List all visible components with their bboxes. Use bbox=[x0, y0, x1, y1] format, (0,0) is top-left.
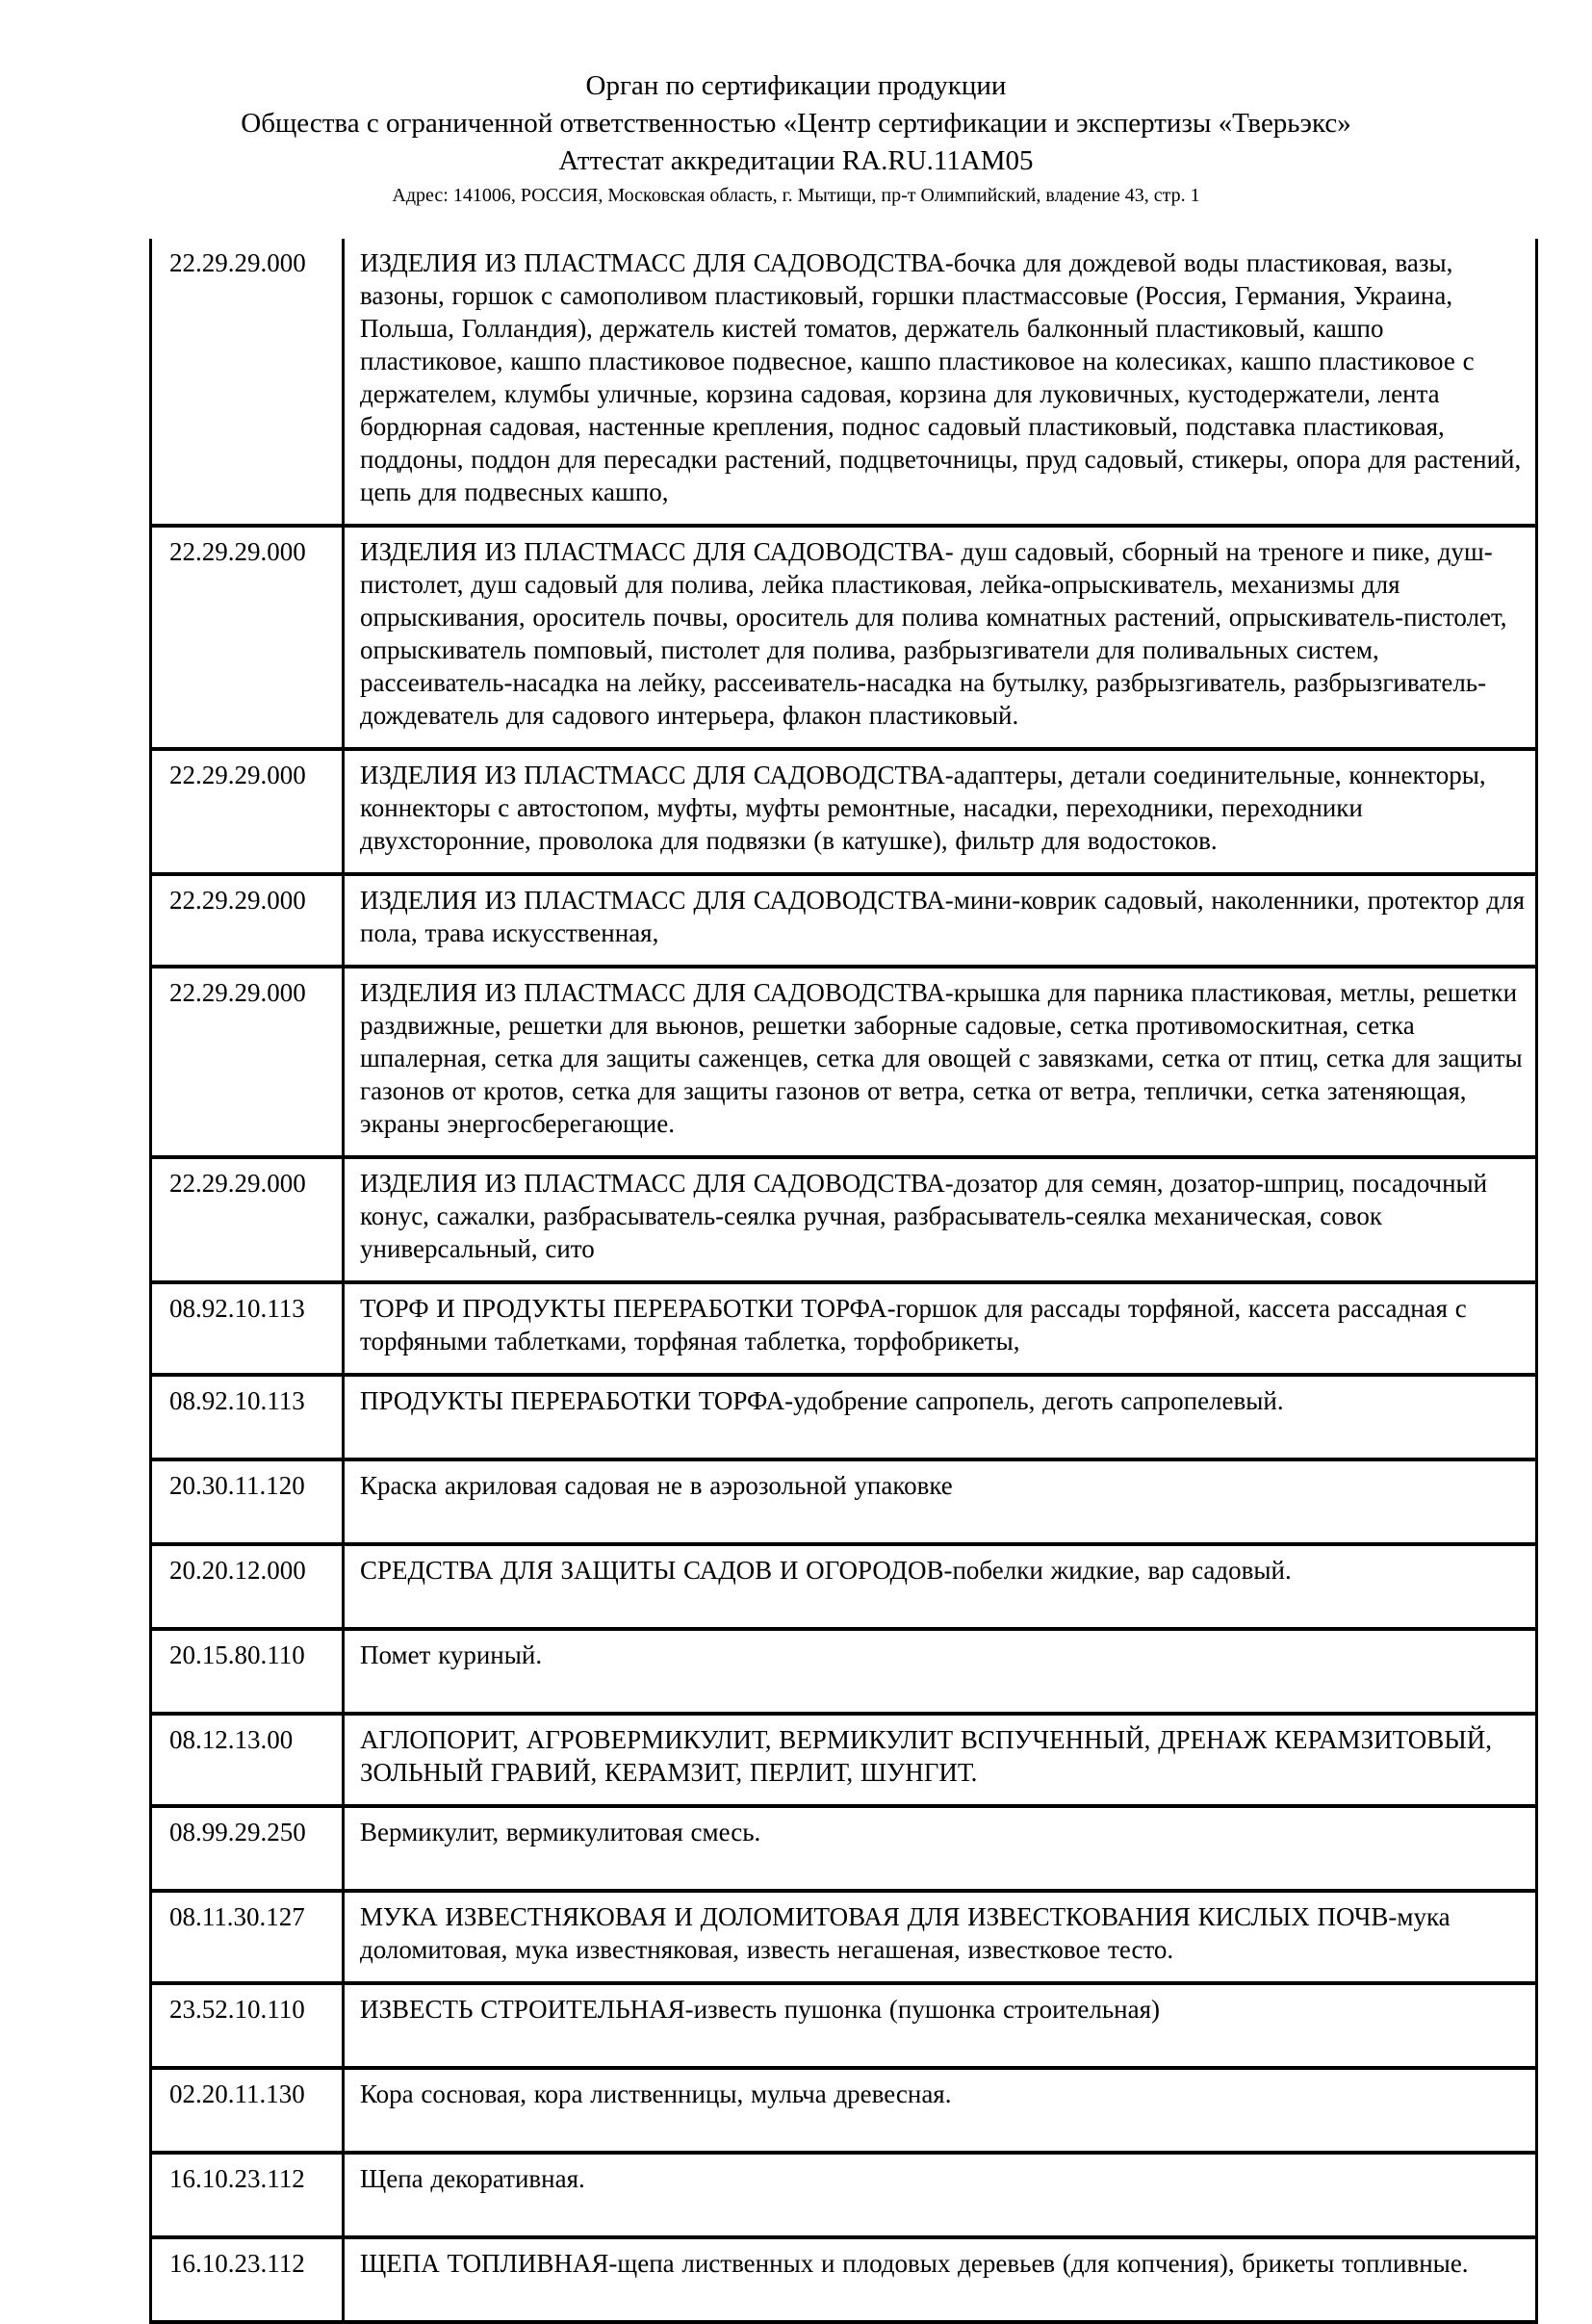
document-header bbox=[0, 0, 1592, 209]
row-code: 22.29.29.000 bbox=[151, 239, 344, 526]
row-code: 08.99.29.250 bbox=[151, 1806, 344, 1891]
header-company-line: Общества с ограниченной ответственностью «Центр сертификации и экспертизы «Тверьэкс» bbox=[241, 108, 1351, 139]
table-row bbox=[151, 526, 1537, 749]
row-description: Помет куриный. bbox=[344, 1629, 1537, 1714]
header-accreditation-line: Аттестат аккредитации RA.RU.11АМ05 bbox=[558, 145, 1034, 176]
row-description: ТОРФ И ПРОДУКТЫ ПЕРЕРАБОТКИ ТОРФА-горшок для рассады торфяной, кассета рассадная с торфяными таблетками, торфяная таблетка, торфобрикеты, bbox=[344, 1282, 1537, 1375]
row-description: ЩЕПА ТОПЛИВНАЯ-щепа лиственных и плодовых деревьев (для копчения), брикеты топливные. bbox=[344, 2237, 1537, 2322]
table-row bbox=[151, 874, 1537, 967]
row-description: СРЕДСТВА ДЛЯ ЗАЩИТЫ САДОВ И ОГОРОДОВ-побелки жидкие, вар садовый. bbox=[344, 1544, 1537, 1629]
row-description: Кора сосновая, кора лиственницы, мульча древесная. bbox=[344, 2068, 1537, 2153]
table-row bbox=[151, 1375, 1537, 1459]
table-row bbox=[151, 2153, 1537, 2237]
table-row bbox=[151, 1459, 1537, 1544]
row-code: 22.29.29.000 bbox=[151, 967, 344, 1157]
table-row bbox=[151, 1544, 1537, 1629]
row-code: 20.30.11.120 bbox=[151, 1459, 344, 1544]
header-address-line: Адрес: 141006, РОССИЯ, Московская область, г. Мытищи, пр-т Олимпийский, владение 43, стр. 1 bbox=[392, 185, 1200, 206]
row-code: 02.20.11.130 bbox=[151, 2068, 344, 2153]
table-row bbox=[151, 1282, 1537, 1375]
row-description: ИЗДЕЛИЯ ИЗ ПЛАСТМАСС ДЛЯ САДОВОДСТВА-дозатор для семян, дозатор-шприц, посадочный конус, сажалки, разбрасыватель-сеялка ручная, разбрасыватель-сеялка механическая, совок универсальный, сито bbox=[344, 1157, 1537, 1282]
row-code: 23.52.10.110 bbox=[151, 1983, 344, 2068]
row-description: ПРОДУКТЫ ПЕРЕРАБОТКИ ТОРФА-удобрение сапропель, деготь сапропелевый. bbox=[344, 1375, 1537, 1459]
table-row bbox=[151, 1806, 1537, 1891]
row-code: 08.11.30.127 bbox=[151, 1891, 344, 1983]
product-table bbox=[149, 239, 1538, 2324]
row-code: 08.92.10.113 bbox=[151, 1375, 344, 1459]
table-row bbox=[151, 1629, 1537, 1714]
row-code: 22.29.29.000 bbox=[151, 874, 344, 967]
table-row bbox=[151, 1983, 1537, 2068]
row-code: 22.29.29.000 bbox=[151, 1157, 344, 1282]
header-org-line: Орган по сертификации продукции bbox=[585, 70, 1007, 101]
row-description: ИЗДЕЛИЯ ИЗ ПЛАСТМАСС ДЛЯ САДОВОДСТВА-крышка для парника пластиковая, метлы, решетки раздвижные, решетки для вьюнов, решетки заборные садовые, сетка противомоскитная, сетка шпалерная, сетка для защиты саженцев, сетка для овощей с завязками, сетка от птиц, сетка для защиты газонов от кротов, сетка для защиты газонов от ветра, сетка от ветра, теплички, сетка затеняющая, экраны энергосберегающие. bbox=[344, 967, 1537, 1157]
row-code: 16.10.23.112 bbox=[151, 2237, 344, 2322]
row-code: 20.20.12.000 bbox=[151, 1544, 344, 1629]
row-code: 08.92.10.113 bbox=[151, 1282, 344, 1375]
row-code: 20.15.80.110 bbox=[151, 1629, 344, 1714]
table-row bbox=[151, 967, 1537, 1157]
row-code: 22.29.29.000 bbox=[151, 749, 344, 874]
row-description: ИЗДЕЛИЯ ИЗ ПЛАСТМАСС ДЛЯ САДОВОДСТВА-бочка для дождевой воды пластиковая, вазы, вазоны, горшок с самополивом пластиковый, горшки пластмассовые (Россия, Германия, Украина, Польша, Голландия), держатель кистей томатов, держатель балконный пластиковый, кашпо пластиковое, кашпо пластиковое подвесное, кашпо пластиковое на колесиках, кашпо пластиковое с держателем, клумбы уличные, корзина садовая, корзина для луковичных, кустодержатели, лента бордюрная садовая, настенные крепления, поднос садовый пластиковый, подставка пластиковая, поддоны, поддон для пересадки растений, подцветочницы, пруд садовый, стикеры, опора для растений, цепь для подвесных кашпо, bbox=[344, 239, 1537, 526]
row-code: 22.29.29.000 bbox=[151, 526, 344, 749]
row-description: Краска акриловая садовая не в аэрозольной упаковке bbox=[344, 1459, 1537, 1544]
table-row bbox=[151, 1714, 1537, 1806]
row-description: ИЗДЕЛИЯ ИЗ ПЛАСТМАСС ДЛЯ САДОВОДСТВА-адаптеры, детали соединительные, коннекторы, коннекторы с автостопом, муфты, муфты ремонтные, насадки, переходники, переходники двухсторонние, проволока для подвязки (в катушке), фильтр для водостоков. bbox=[344, 749, 1537, 874]
table-row bbox=[151, 239, 1537, 526]
row-description: МУКА ИЗВЕСТНЯКОВАЯ И ДОЛОМИТОВАЯ ДЛЯ ИЗВЕСТКОВАНИЯ КИСЛЫХ ПОЧВ-мука доломитовая, мука известняковая, известь негашеная, известковое тесто. bbox=[344, 1891, 1537, 1983]
row-description: АГЛОПОРИТ, АГРОВЕРМИКУЛИТ, ВЕРМИКУЛИТ ВСПУЧЕННЫЙ, ДРЕНАЖ КЕРАМЗИТОВЫЙ, ЗОЛЬНЫЙ ГРАВИЙ, КЕРАМЗИТ, ПЕРЛИТ, ШУНГИТ. bbox=[344, 1714, 1537, 1806]
table-row bbox=[151, 1157, 1537, 1282]
row-description: ИЗДЕЛИЯ ИЗ ПЛАСТМАСС ДЛЯ САДОВОДСТВА-мини-коврик садовый, наколенники, протектор для пола, трава искусственная, bbox=[344, 874, 1537, 967]
table-row bbox=[151, 1891, 1537, 1983]
table-row bbox=[151, 2237, 1537, 2322]
table-row bbox=[151, 2068, 1537, 2153]
row-code: 08.12.13.00 bbox=[151, 1714, 344, 1806]
row-description: ИЗДЕЛИЯ ИЗ ПЛАСТМАСС ДЛЯ САДОВОДСТВА- душ садовый, сборный на треноге и пике, душ-пистолет, душ садовый для полива, лейка пластиковая, лейка-опрыскиватель, механизмы для опрыскивания, ороситель почвы, ороситель для полива комнатных растений, опрыскиватель-пистолет, опрыскиватель помповый, пистолет для полива, разбрызгиватели для поливальных систем, рассеиватель-насадка на лейку, рассеиватель-насадка на бутылку, разбрызгиватель, разбрызгиватель-дождеватель для садового интерьера, флакон пластиковый. bbox=[344, 526, 1537, 749]
row-description: ИЗВЕСТЬ СТРОИТЕЛЬНАЯ-известь пушонка (пушонка строительная) bbox=[344, 1983, 1537, 2068]
product-table-body bbox=[151, 239, 1537, 2322]
row-code: 16.10.23.112 bbox=[151, 2153, 344, 2237]
table-row bbox=[151, 749, 1537, 874]
row-description: Щепа декоративная. bbox=[344, 2153, 1537, 2237]
row-description: Вермикулит, вермикулитовая смесь. bbox=[344, 1806, 1537, 1891]
